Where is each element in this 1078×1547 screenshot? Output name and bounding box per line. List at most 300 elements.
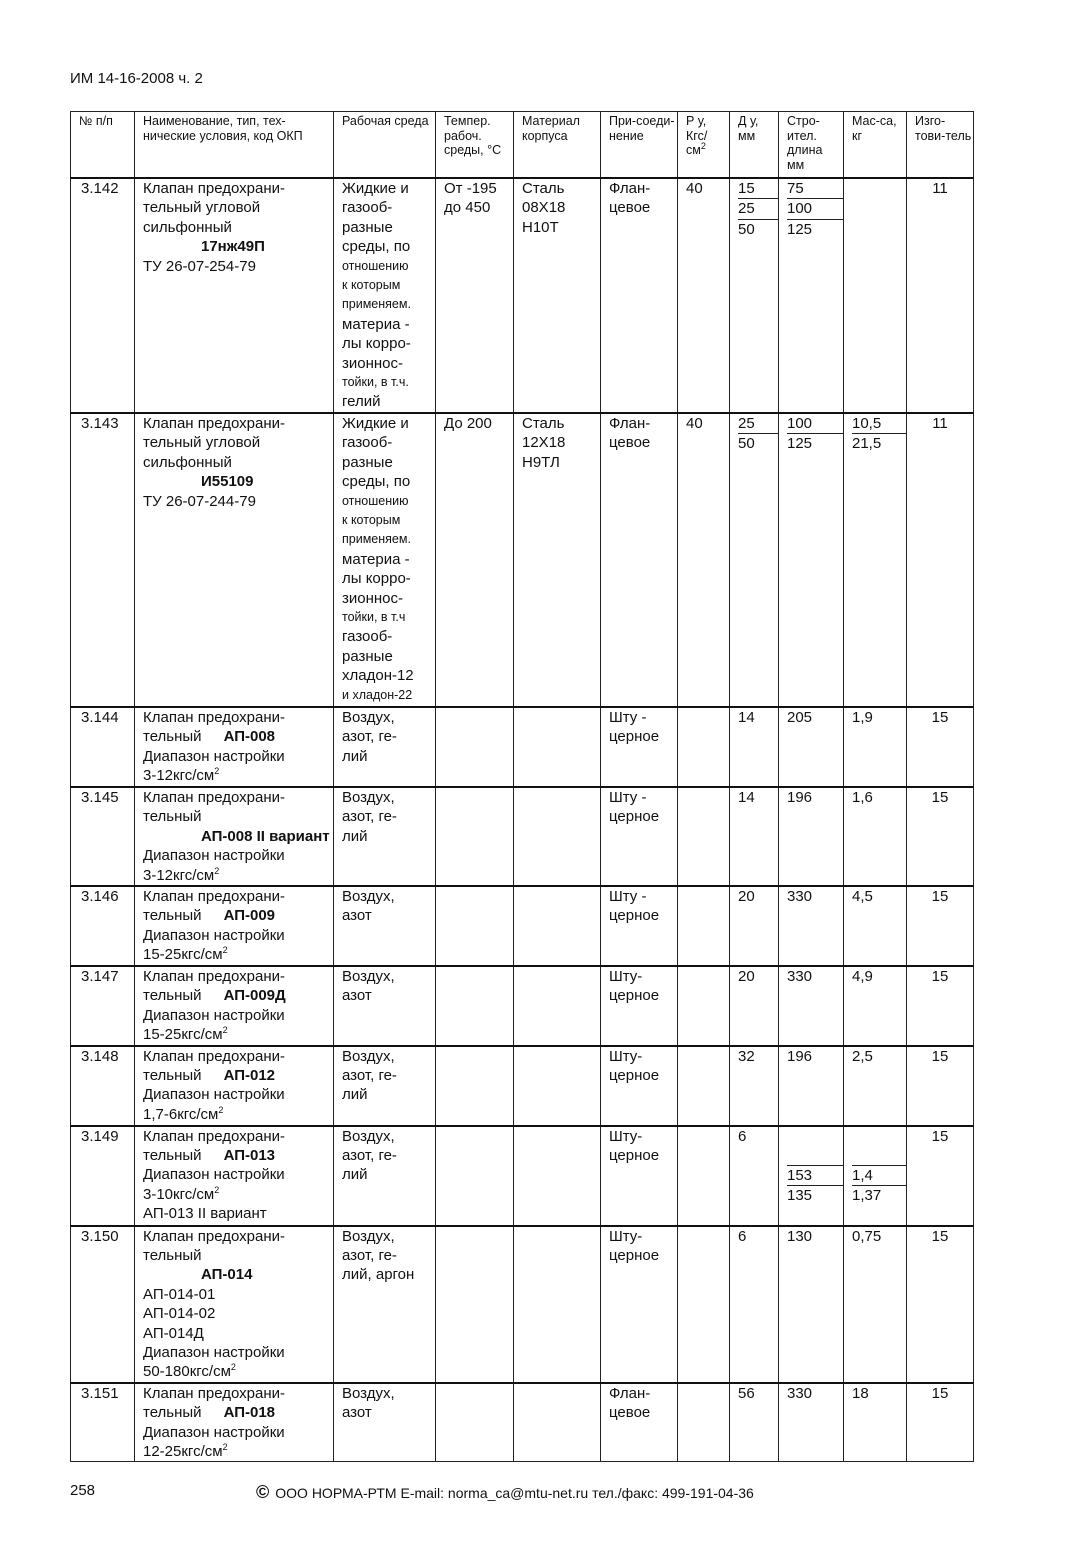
setting-range-text: 15-25кгс/см [143, 946, 223, 964]
name-line: Клапан предохрани- [143, 414, 285, 432]
header-length: Стро-ител. длина мм [779, 112, 844, 179]
cell-env [334, 1383, 436, 1462]
header-pressure-text: Р у, Кгс/ см [686, 114, 708, 157]
env-line: Воздух, [342, 1127, 395, 1145]
cell-material [514, 1226, 601, 1383]
env-line: лы корро- [342, 335, 411, 353]
cell-maker: 15 [907, 1383, 974, 1462]
connection-line: церное [609, 1246, 660, 1264]
header-no: № п/п [71, 112, 135, 179]
env-line: азот [342, 1404, 372, 1422]
cell-mass-value: 1,4 [852, 1165, 907, 1186]
name-inline-line [143, 727, 333, 746]
name-inline-line [143, 986, 333, 1005]
name-inline-line [143, 1066, 333, 1085]
connection-line: церное [609, 808, 660, 826]
cell-length-value: 100 [787, 414, 844, 434]
setting-range [143, 945, 333, 964]
name-line: Клапан предохрани- [143, 708, 285, 726]
footer-text: ООО НОРМА-РТМ E-mail: norma_ca@mtu-net.ru тел./факс: 499-191-04-36 [275, 1485, 754, 1501]
cell-mass [844, 966, 907, 1046]
env-line: азот, ге- [342, 1146, 397, 1164]
connection-line: церное [609, 987, 660, 1005]
cell-length-value: 135 [787, 1186, 813, 1204]
cell-no: 3.149 [71, 1126, 135, 1226]
connection-line: Шту - [609, 708, 647, 726]
cell-dn-value: 20 [738, 887, 755, 905]
temp-line: От -195 [444, 180, 497, 197]
cell-length-value: 196 [787, 1047, 813, 1065]
name-line: Клапан предохрани- [143, 887, 285, 905]
setting-range [143, 1025, 333, 1044]
env-line: лий, аргон [342, 1266, 415, 1284]
spacer [787, 1127, 843, 1165]
cell-length-value: 100 [787, 199, 844, 219]
cell-dn-value: 14 [738, 708, 755, 726]
cell-length-value: 196 [787, 788, 813, 806]
cell-pressure [678, 787, 730, 886]
cell-maker: 11 [907, 178, 974, 413]
cell-mass [844, 413, 907, 707]
env-line: азот, ге- [342, 728, 397, 746]
env-line: газооб- [342, 199, 393, 217]
cell-material [514, 966, 601, 1046]
name-line: Диапазон настройки [143, 926, 285, 944]
cell-connection [601, 966, 678, 1046]
cell-dn [730, 178, 779, 413]
setting-range-text: 15-25кгс/см [143, 1026, 223, 1044]
temp-line: До 200 [444, 414, 492, 432]
cell-mass [844, 1226, 907, 1383]
cell-name [135, 1126, 334, 1226]
setting-range-sup: 2 [214, 766, 220, 777]
model-code: АП-014 [201, 1266, 253, 1284]
cell-maker: 15 [907, 966, 974, 1046]
cell-connection [601, 787, 678, 886]
cell-temp [436, 1226, 514, 1383]
cell-dn-value: 25 [738, 199, 779, 219]
cell-mass-value: 10,5 [852, 414, 907, 434]
footer [256, 1482, 754, 1503]
setting-range-text: 3-12кгс/см [143, 767, 215, 785]
cell-env [334, 966, 436, 1046]
name-inline-text: тельный [143, 1146, 202, 1164]
cell-dn-value: 14 [738, 788, 755, 806]
header-pressure [678, 112, 730, 179]
env-line: азот, ге- [342, 808, 397, 826]
cell-mass [844, 1046, 907, 1126]
cell-env [334, 178, 436, 413]
copyright-icon: © [256, 1482, 270, 1502]
cell-env [334, 1046, 436, 1126]
document-title: ИМ 14-16-2008 ч. 2 [70, 70, 203, 87]
cell-connection [601, 178, 678, 413]
name-line: Диапазон настройки [143, 847, 285, 865]
env-line: Жидкие и [342, 180, 409, 197]
cell-connection [601, 1383, 678, 1462]
table-row [71, 1126, 974, 1226]
name-line: Клапан предохрани- [143, 1227, 285, 1245]
cell-maker: 11 [907, 413, 974, 707]
cell-env [334, 787, 436, 886]
cell-name [135, 886, 334, 966]
header-pressure-sup: 2 [700, 140, 706, 151]
cell-dn [730, 1226, 779, 1383]
cell-length-value: 125 [787, 435, 813, 453]
cell-maker: 15 [907, 1226, 974, 1383]
setting-range [143, 1442, 333, 1461]
cell-dn [730, 787, 779, 886]
cell-name [135, 178, 334, 413]
table-row [71, 1383, 974, 1462]
material-line: 12Х18 [522, 434, 566, 452]
cell-length [779, 1383, 844, 1462]
cell-dn [730, 1046, 779, 1126]
table-row [71, 178, 974, 413]
cell-length-value: 153 [787, 1165, 844, 1186]
header-material: Материал корпуса [514, 112, 601, 179]
connection-line: церное [609, 907, 660, 925]
env-line: лий [342, 1086, 368, 1104]
material-line: Н10Т [522, 218, 559, 236]
cell-temp [436, 413, 514, 707]
cell-material [514, 1383, 601, 1462]
setting-range-text: 1,7-6кгс/см [143, 1105, 219, 1123]
setting-range-sup: 2 [222, 1442, 228, 1452]
cell-connection [601, 1126, 678, 1226]
cell-length-value: 75 [787, 179, 844, 199]
page-number: 258 [70, 1482, 96, 1499]
setting-range-sup: 2 [222, 945, 228, 956]
cell-length [779, 707, 844, 787]
cell-length-value: 125 [787, 220, 813, 238]
env-line: зионнос- [342, 589, 404, 607]
setting-range [143, 1105, 333, 1124]
setting-range-text: 3-10кгс/см [143, 1185, 215, 1203]
spacer [852, 1127, 906, 1165]
cell-no: 3.145 [71, 787, 135, 886]
cell-pressure [678, 707, 730, 787]
env-line: азот, ге- [342, 1246, 397, 1264]
env-line: Воздух, [342, 788, 395, 806]
env-line: Воздух, [342, 1384, 395, 1402]
cell-mass [844, 1383, 907, 1462]
env-line: к которым [342, 512, 401, 527]
header-name: Наименование, тип, тех-нические условия, код ОКП [135, 112, 334, 179]
cell-name [135, 966, 334, 1046]
header-maker: Изго-тови-тель [907, 112, 974, 179]
env-line: тойки, в т.ч [342, 609, 406, 624]
cell-maker: 15 [907, 886, 974, 966]
cell-env [334, 707, 436, 787]
cell-length [779, 1046, 844, 1126]
env-line: лы корро- [342, 570, 411, 588]
name-line: Диапазон настройки [143, 1423, 285, 1441]
header-dn: Д у, мм [730, 112, 779, 179]
connection-line: Флан- [609, 1384, 651, 1402]
cell-name [135, 787, 334, 886]
cell-temp [436, 886, 514, 966]
name-inline-text: тельный [143, 1404, 202, 1422]
cell-maker: 15 [907, 707, 974, 787]
cell-pressure [678, 1126, 730, 1226]
env-line: Воздух, [342, 708, 395, 726]
env-line: среды, по [342, 473, 411, 491]
cell-no: 3.143 [71, 413, 135, 707]
setting-range-sup: 2 [214, 865, 220, 876]
name-line: Клапан предохрани- [143, 1384, 285, 1402]
cell-length-value: 205 [787, 708, 813, 726]
model-code: АП-009Д [223, 987, 286, 1005]
cell-dn [730, 707, 779, 787]
name-line: сильфонный [143, 453, 232, 471]
name-inline-line [143, 1146, 333, 1165]
env-line: разные [342, 453, 393, 471]
cell-temp [436, 1126, 514, 1226]
env-line: разные [342, 218, 393, 236]
cell-connection [601, 707, 678, 787]
name-line: тельный угловой [143, 199, 261, 217]
connection-line: цевое [609, 434, 651, 452]
model-code: АП-009 [223, 907, 276, 925]
model-code: АП-008 II вариант [201, 827, 330, 845]
connection-line: Шту- [609, 1047, 643, 1065]
name-line: Диапазон настройки [143, 1006, 285, 1024]
cell-material [514, 787, 601, 886]
cell-mass-value: 4,9 [852, 967, 873, 985]
cell-maker: 15 [907, 787, 974, 886]
env-line: применяем. [342, 532, 411, 547]
env-line: хладон-12 [342, 667, 414, 685]
cell-material [514, 178, 601, 413]
header-temp: Темпер. рабоч. среды, °С [436, 112, 514, 179]
name-inline-text: тельный [143, 1066, 202, 1084]
env-line: лий [342, 827, 368, 845]
cell-length [779, 886, 844, 966]
name-line: Диапазон настройки [143, 747, 285, 765]
env-line: азот, ге- [342, 1066, 397, 1084]
cell-length-value: 330 [787, 967, 813, 985]
setting-range [143, 866, 333, 885]
name-inline-text: тельный [143, 728, 202, 746]
cell-mass [844, 178, 907, 413]
cell-temp [436, 707, 514, 787]
cell-temp [436, 787, 514, 886]
cell-no: 3.142 [71, 178, 135, 413]
cell-no: 3.148 [71, 1046, 135, 1126]
name-line: АП-014-01 [143, 1285, 216, 1303]
name-line: Клапан предохрани- [143, 967, 285, 985]
cell-dn-value: 6 [738, 1227, 747, 1245]
table-row [71, 1046, 974, 1126]
cell-dn-value: 50 [738, 220, 755, 238]
material-line: Сталь [522, 414, 565, 432]
env-line: зионнос- [342, 354, 404, 372]
cell-connection [601, 1226, 678, 1383]
env-line: разные [342, 647, 393, 665]
name-line: Диапазон настройки [143, 1166, 285, 1184]
env-line: тойки, в т.ч. [342, 375, 409, 390]
name-line: тельный угловой [143, 434, 261, 452]
name-inline-text: тельный [143, 907, 202, 925]
cell-no: 3.150 [71, 1226, 135, 1383]
setting-range [143, 1185, 333, 1204]
cell-name [135, 1383, 334, 1462]
connection-line: церное [609, 728, 660, 746]
cell-no: 3.146 [71, 886, 135, 966]
cell-length-value: 330 [787, 887, 813, 905]
connection-line: Шту - [609, 788, 647, 806]
connection-line: церное [609, 1066, 660, 1084]
cell-length [779, 1126, 844, 1226]
env-line: лий [342, 1166, 368, 1184]
table-row [71, 707, 974, 787]
cell-pressure [678, 1046, 730, 1126]
cell-length [779, 787, 844, 886]
cell-temp [436, 178, 514, 413]
env-line: материа - [342, 315, 410, 333]
cell-mass-value: 21,5 [852, 435, 882, 453]
model-code: АП-008 [223, 728, 276, 746]
env-line: Воздух, [342, 967, 395, 985]
env-line: азот [342, 987, 372, 1005]
header-env: Рабочая среда [334, 112, 436, 179]
model-code: 17нж49П [201, 238, 265, 256]
env-line: газооб- [342, 628, 393, 646]
env-line: Жидкие и [342, 414, 409, 432]
setting-range-sup: 2 [230, 1362, 236, 1373]
temp-line: до 450 [444, 199, 491, 217]
name-line: АП-014Д [143, 1324, 204, 1342]
env-line: газооб- [342, 434, 393, 452]
cell-mass-value: 18 [852, 1384, 869, 1402]
name-line: АП-014-02 [143, 1305, 216, 1323]
name-line: тельный [143, 808, 202, 826]
setting-range-sup: 2 [214, 1184, 220, 1195]
cell-length [779, 178, 844, 413]
connection-line: Шту- [609, 1127, 643, 1145]
env-line: к которым [342, 278, 401, 293]
connection-line: церное [609, 1146, 660, 1164]
env-line: и хладон-22 [342, 687, 413, 702]
header-connection: При-соеди-нение [601, 112, 678, 179]
cell-maker: 15 [907, 1046, 974, 1126]
cell-pressure: 40 [678, 413, 730, 707]
cell-dn [730, 1383, 779, 1462]
connection-line: Шту- [609, 967, 643, 985]
connection-line: Шту - [609, 887, 647, 905]
connection-line: Флан- [609, 180, 651, 197]
cell-material [514, 1126, 601, 1226]
model-code: АП-012 [223, 1066, 276, 1084]
material-line: Сталь [522, 180, 565, 197]
cell-mass-value: 1,37 [852, 1186, 882, 1204]
cell-dn-value: 25 [738, 414, 779, 434]
cell-no: 3.144 [71, 707, 135, 787]
name-line: ТУ 26-07-244-79 [143, 492, 256, 510]
name-inline-text: тельный [143, 987, 202, 1005]
name-line: Клапан предохрани- [143, 788, 285, 806]
cell-no: 3.147 [71, 966, 135, 1046]
env-line: Воздух, [342, 887, 395, 905]
name-line: тельный [143, 1246, 202, 1264]
table-header-row [71, 112, 974, 179]
cell-name [135, 707, 334, 787]
setting-range-text: 3-12кгс/см [143, 866, 215, 884]
table-row [71, 966, 974, 1046]
cell-temp [436, 1046, 514, 1126]
cell-connection [601, 413, 678, 707]
setting-range-text: 50-180кгс/см [143, 1363, 231, 1381]
setting-range-sup: 2 [222, 1025, 228, 1036]
cell-name [135, 413, 334, 707]
model-code: АП-013 [223, 1146, 276, 1164]
material-line: Н9ТЛ [522, 453, 560, 471]
cell-temp [436, 966, 514, 1046]
cell-pressure [678, 886, 730, 966]
cell-pressure: 40 [678, 178, 730, 413]
cell-env [334, 1126, 436, 1226]
table-row [71, 787, 974, 886]
cell-dn [730, 1126, 779, 1226]
cell-mass [844, 707, 907, 787]
cell-dn [730, 886, 779, 966]
connection-line: цевое [609, 199, 651, 217]
cell-pressure [678, 966, 730, 1046]
cell-connection [601, 1046, 678, 1126]
cell-dn-value: 15 [738, 179, 779, 199]
cell-env [334, 886, 436, 966]
cell-dn [730, 966, 779, 1046]
cell-pressure [678, 1226, 730, 1383]
connection-line: цевое [609, 1404, 651, 1422]
connection-line: Флан- [609, 414, 651, 432]
cell-mass-value: 4,5 [852, 887, 873, 905]
cell-dn-value: 50 [738, 435, 755, 453]
cell-material [514, 707, 601, 787]
env-line: отношению [342, 258, 409, 273]
name-inline-line [143, 1403, 333, 1422]
cell-mass [844, 886, 907, 966]
name-line: АП-013 II вариант [143, 1205, 267, 1223]
cell-length [779, 1226, 844, 1383]
cell-pressure [678, 1383, 730, 1462]
model-code: АП-018 [223, 1404, 276, 1422]
connection-line: Шту- [609, 1227, 643, 1245]
env-line: лий [342, 747, 368, 765]
cell-length [779, 966, 844, 1046]
cell-maker: 15 [907, 1126, 974, 1226]
cell-connection [601, 886, 678, 966]
name-line: ТУ 26-07-254-79 [143, 257, 256, 275]
setting-range [143, 766, 333, 785]
env-line: Воздух, [342, 1227, 395, 1245]
spec-table [70, 111, 974, 1462]
cell-material [514, 413, 601, 707]
name-line: Диапазон настройки [143, 1086, 285, 1104]
name-line: Клапан предохрани- [143, 180, 285, 197]
setting-range-sup: 2 [218, 1104, 224, 1115]
cell-length [779, 413, 844, 707]
setting-range-text: 12-25кгс/см [143, 1443, 223, 1460]
env-line: Воздух, [342, 1047, 395, 1065]
material-line: 08Х18 [522, 199, 566, 217]
setting-range [143, 1362, 333, 1381]
name-line: Клапан предохрани- [143, 1047, 285, 1065]
cell-mass-value: 1,6 [852, 788, 873, 806]
cell-material [514, 886, 601, 966]
name-inline-line [143, 906, 333, 925]
